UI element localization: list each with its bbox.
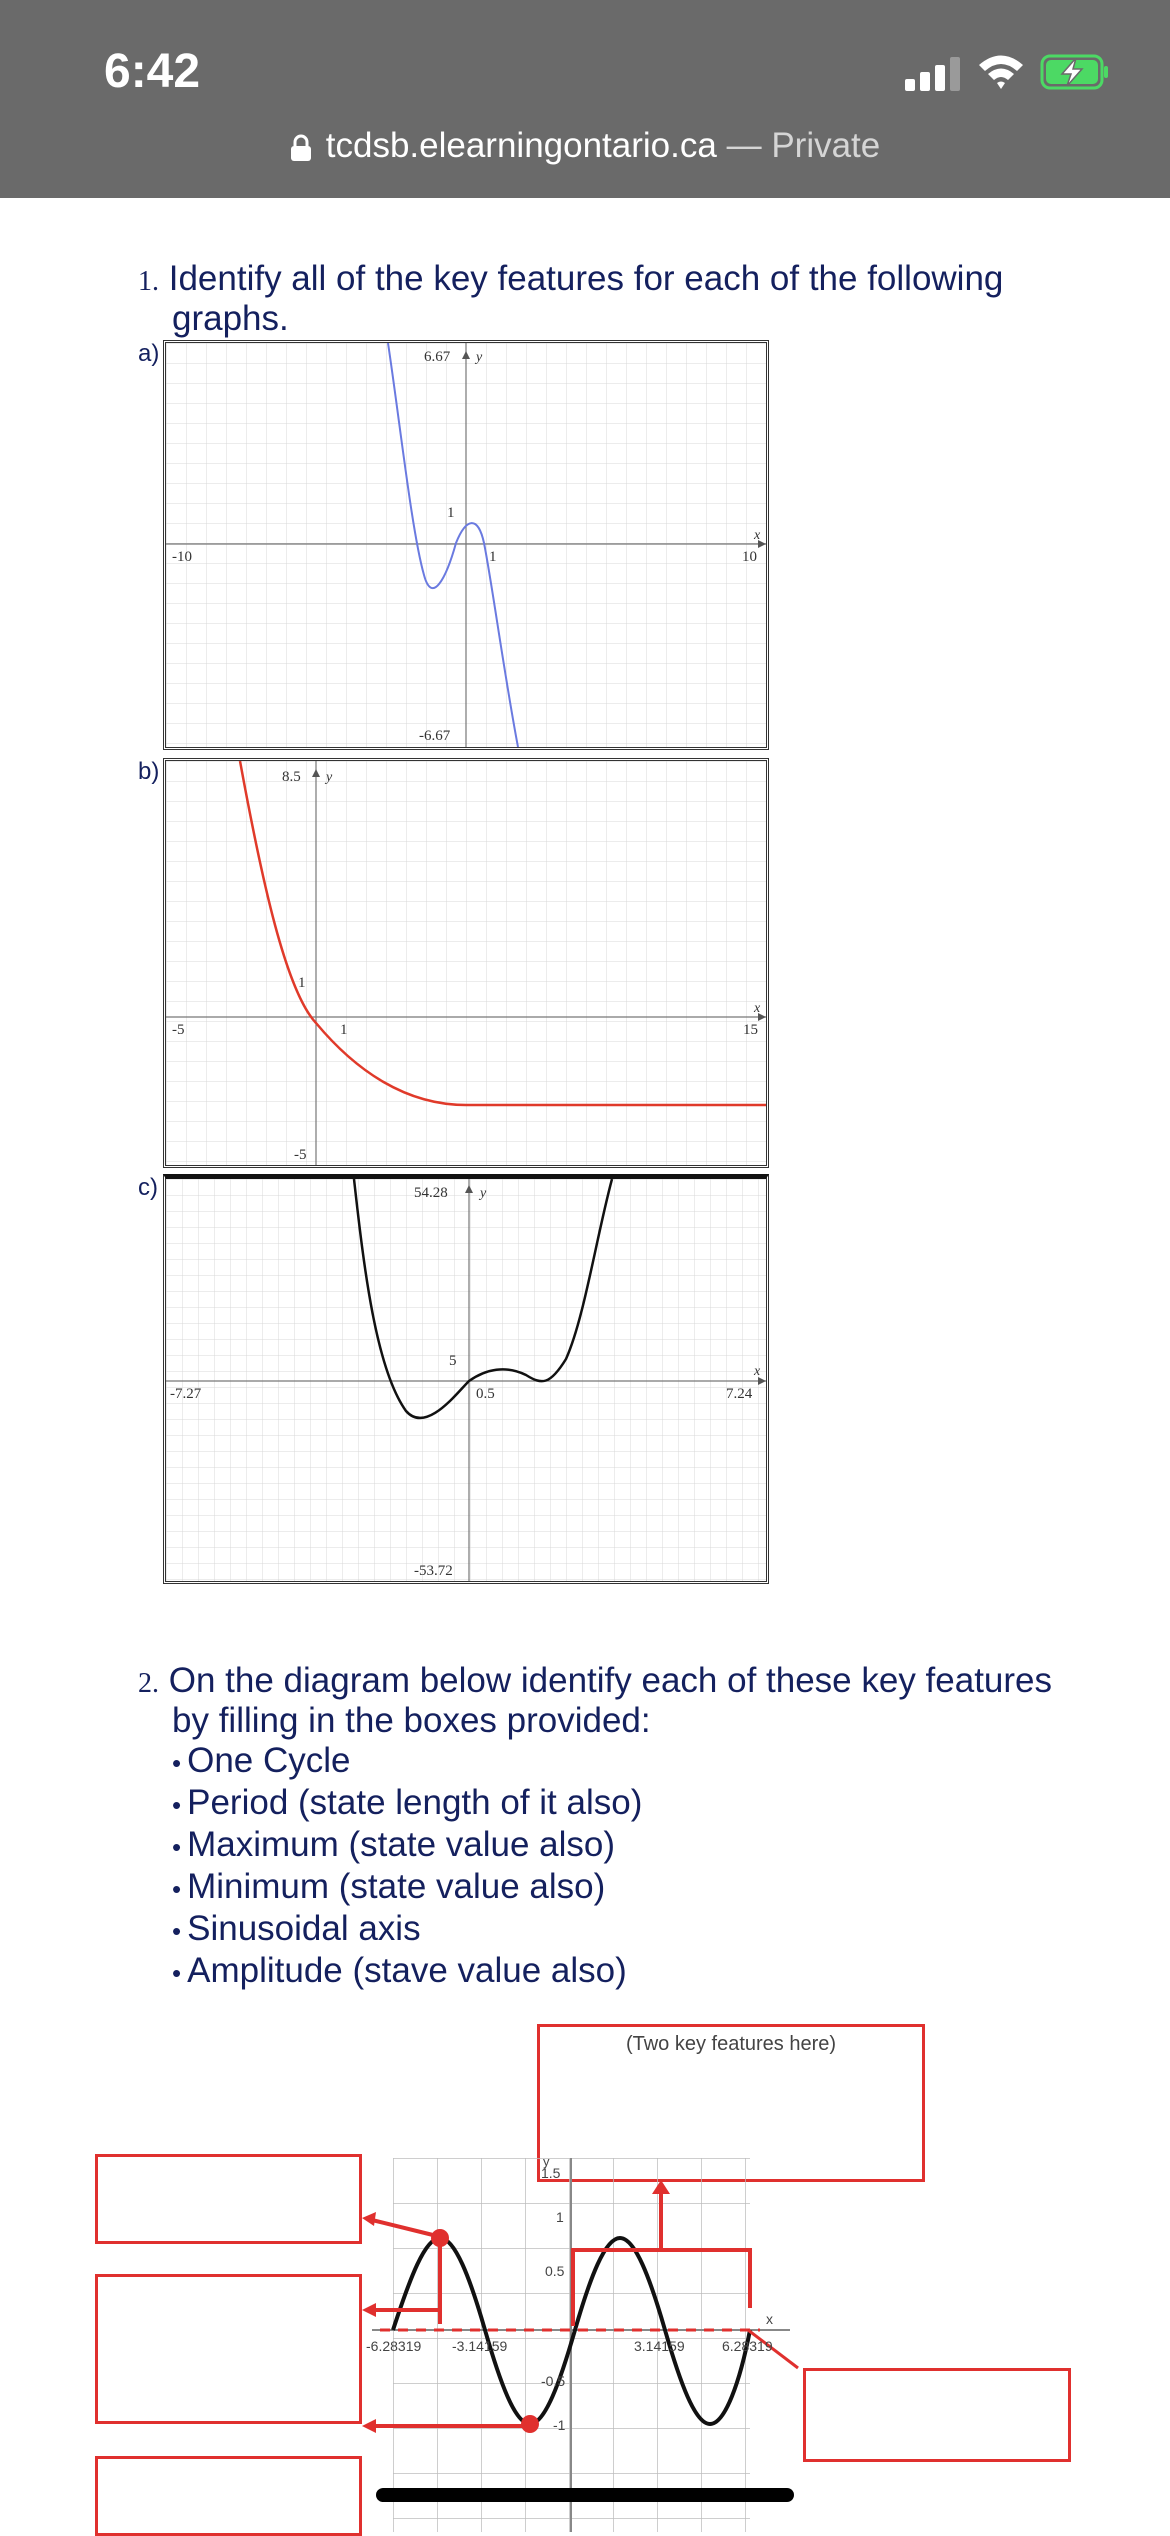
signal-icon: [905, 57, 961, 91]
graph-a-ymax: 6.67: [424, 349, 451, 365]
graph-a-tick-x: 1: [489, 549, 497, 565]
sine-diagram: [0, 2158, 1170, 2532]
question-1-text: Identify all of the key features for each of the following: [168, 259, 1004, 298]
graph-b-tick-x: 1: [340, 1022, 348, 1038]
x-tick: -3.14159: [452, 2338, 508, 2354]
bullet-item: • Maximum (state value also): [172, 1824, 615, 1868]
graph-b-xlabel: x: [754, 1001, 761, 1016]
question-2-text: On the diagram below identify each of these key features: [168, 1661, 1053, 1700]
graph-c: [163, 1174, 769, 1584]
graph-b-plot: [166, 761, 766, 1165]
graph-a-label: a): [138, 340, 160, 367]
graph-b-xmax: 15: [743, 1022, 758, 1038]
graph-b-label: b): [138, 758, 160, 785]
question-1-number: 1.: [138, 266, 159, 297]
graph-a-ymin: -6.67: [419, 728, 451, 744]
graph-c-label: c): [138, 1174, 158, 1201]
home-indicator[interactable]: [376, 2488, 794, 2502]
wifi-icon: [976, 52, 1026, 92]
x-tick: 3.14159: [634, 2338, 685, 2354]
graph-b-xmin: -5: [172, 1022, 185, 1038]
url-text: tcdsb.elearningontario.ca: [325, 126, 717, 165]
graph-b: [163, 758, 769, 1168]
graph-c-tick-x: 0.5: [476, 1386, 495, 1402]
battery-charging-icon: [1040, 52, 1110, 92]
graph-c-xlabel: x: [754, 1364, 761, 1379]
y-tick: 1.5: [541, 2165, 561, 2181]
graph-b-ylabel: y: [326, 770, 333, 785]
y-tick: 0.5: [545, 2263, 565, 2279]
graph-c-ylabel: y: [480, 1186, 487, 1201]
address-bar[interactable]: [0, 126, 1170, 174]
bullet-item: • Amplitude (stave value also): [172, 1950, 627, 1994]
x-tick: -6.28319: [366, 2338, 422, 2354]
graph-c-ymin: -53.72: [414, 1563, 453, 1579]
graph-c-xmax: 7.24: [726, 1386, 753, 1402]
maximum-point: [431, 2229, 449, 2247]
lock-icon: [290, 134, 312, 162]
y-tick: -1: [553, 2417, 566, 2433]
graph-c-xmin: -7.27: [170, 1386, 202, 1402]
question-2-line-2: by filling in the boxes provided:: [172, 1701, 651, 1740]
x-tick: 6.28319: [722, 2338, 773, 2354]
question-2-number: 2.: [138, 1668, 159, 1699]
private-label: Private: [771, 126, 881, 165]
graph-a-xmin: -10: [172, 549, 192, 565]
diagram-xlabel: x: [766, 2311, 773, 2327]
graph-a-tick-y: 1: [447, 505, 455, 521]
graph-b-ymax: 8.5: [282, 769, 301, 785]
y-tick: 1: [556, 2209, 564, 2225]
graph-a-plot: [166, 343, 766, 747]
status-bar: [0, 0, 1170, 198]
question-1-line-1: [138, 258, 1003, 303]
bullet-item: • One Cycle: [172, 1740, 351, 1784]
graph-b-ymin: -5: [294, 1147, 307, 1163]
graph-a-xmax: 10: [742, 549, 757, 565]
status-time: 6:42: [104, 45, 201, 98]
graph-a-xlabel: x: [754, 528, 761, 543]
graph-a: [163, 340, 769, 750]
bullet-item: • Sinusoidal axis: [172, 1908, 421, 1952]
box-hint: (Two key features here): [625, 2033, 837, 2055]
graph-b-tick-y: 1: [298, 975, 306, 991]
bullet-item: • Period (state length of it also): [172, 1782, 642, 1826]
question-2-line-1: [138, 1660, 1052, 1705]
bullet-item: • Minimum (state value also): [172, 1866, 605, 1910]
graph-c-ymax: 54.28: [414, 1185, 448, 1201]
question-1-line-2: graphs.: [172, 299, 289, 338]
url-separator: —: [726, 126, 762, 165]
y-tick: -0.5: [541, 2373, 566, 2389]
graph-c-plot: [166, 1179, 766, 1581]
document-page: [0, 198, 1170, 2532]
graph-c-tick-y: 5: [449, 1353, 457, 1369]
graph-a-ylabel: y: [476, 350, 483, 365]
diagram-ylabel: y: [543, 2158, 550, 2169]
